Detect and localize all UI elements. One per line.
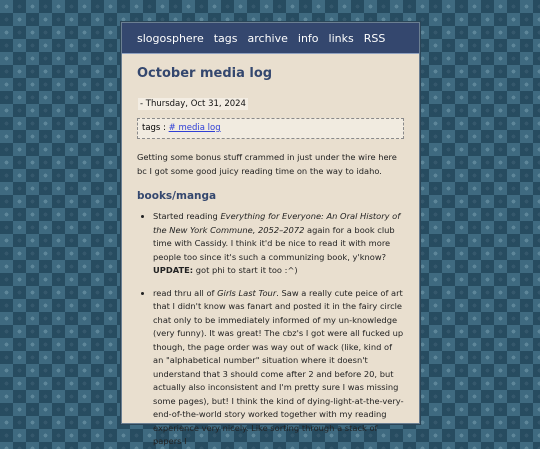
item-text: Started reading <box>153 211 221 221</box>
list-item <box>153 287 404 449</box>
item-text: read thru all of <box>153 287 218 298</box>
post-title: October media log <box>137 66 273 81</box>
site-container <box>121 22 420 446</box>
nav-link-slogosphere[interactable]: slogosphere <box>137 31 204 45</box>
book-title: Everything for Everyone: An Oral History of the New York Commune, 2052–2072 <box>153 211 401 235</box>
nav-link-archive[interactable]: archive <box>247 31 288 45</box>
intro-paragraph: Getting some bonus stuff crammed in just under the wire here bc I got some good juicy reading time on the way to idaho. <box>137 152 397 176</box>
tag-link-media-log[interactable]: # media log <box>168 123 221 133</box>
post-date: - Thursday, Oct 31, 2024 <box>140 99 246 109</box>
nav-link-rss[interactable]: RSS <box>363 31 386 45</box>
nav-link-tags[interactable]: tags <box>213 31 238 45</box>
media-list <box>137 210 404 449</box>
item-text: got phi to start it too :^) <box>193 265 298 275</box>
item-text: . Saw a really cute peice of art that I didn't know was fanart and posted it in the fairy circle chat only to be immediately informed of my un-knowledge (very funny). It was great! The cbz's I got were all fucked up though, the page order was way out of wack (like, kind of an "alphabetical number" situation where it doesn't understand that 3 should come after 2 and before 20, but actually also inconsistent and I'm pretty sure I was missing some pages), but! I think the kind of dying-light-at-the-very-end-of-the-world story worked together with my reading experience very nicely. Like sorting through a stack of papers I <box>153 287 404 446</box>
post-content <box>122 66 419 449</box>
section-heading: books/manga <box>137 190 217 202</box>
list-item <box>153 210 404 278</box>
tags-label: tags : <box>142 123 166 133</box>
nav-link-info[interactable]: info <box>297 31 319 45</box>
nav-link-links[interactable]: links <box>328 31 354 45</box>
top-nav <box>122 23 419 54</box>
manga-title: Girls Last Tour <box>217 287 277 298</box>
item-text: again for a book club time with Cassidy. I think it'd be nice to read it with more people too since it's such a communizing book, y'know? <box>153 224 395 262</box>
tags-box <box>137 118 404 139</box>
update-label: UPDATE: <box>153 265 194 275</box>
